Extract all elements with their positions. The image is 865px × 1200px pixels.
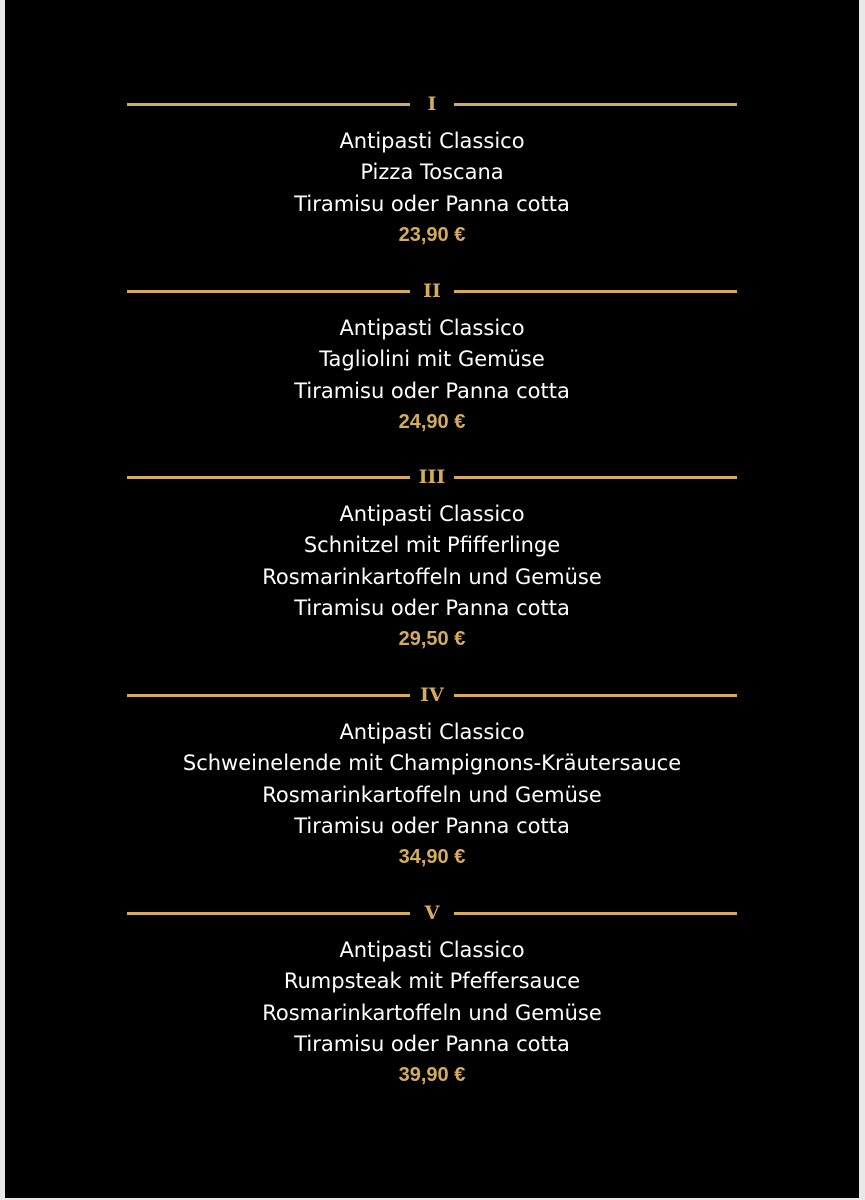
- dish-item: Antipasti Classico: [339, 720, 525, 744]
- course-numeral: III: [418, 466, 446, 488]
- course-divider: [127, 683, 737, 707]
- divider-line-right: [454, 912, 737, 915]
- course-price: 24,90 €: [398, 410, 466, 433]
- course-price: 34,90 €: [398, 846, 466, 869]
- course-divider: [127, 465, 737, 489]
- divider-line-left: [127, 694, 410, 697]
- dish-item: Antipasti Classico: [339, 129, 525, 153]
- dish-item: Tiramisu oder Panna cotta: [294, 378, 570, 403]
- dish-item: Tiramisu oder Panna cotta: [294, 595, 570, 620]
- dish-item: Antipasti Classico: [339, 502, 525, 526]
- course-price: 39,90 €: [398, 1064, 466, 1087]
- divider-line-right: [454, 103, 737, 106]
- course-dishes: [5, 499, 859, 655]
- divider-line-right: [454, 476, 737, 479]
- dish-item: Rosmarinkartoffeln und Gemüse: [262, 782, 602, 807]
- dish-item: Tiramisu oder Panna cotta: [294, 1031, 570, 1056]
- course-numeral: V: [424, 902, 440, 924]
- dish-item: Tiramisu oder Panna cotta: [294, 191, 570, 216]
- dish-item: Rosmarinkartoffeln und Gemüse: [262, 1000, 602, 1025]
- divider-line-left: [127, 912, 410, 915]
- dish-item: Antipasti Classico: [339, 938, 525, 962]
- course-price: 23,90 €: [398, 223, 466, 246]
- dish-item: Schnitzel mit Pfifferlinge: [303, 533, 561, 558]
- dish-item: Pizza Toscana: [360, 160, 504, 185]
- course-dishes: [5, 935, 859, 1091]
- dish-item: Tiramisu oder Panna cotta: [294, 813, 570, 838]
- course-divider: [127, 279, 737, 303]
- course-numeral: IV: [420, 684, 444, 706]
- course-divider: [127, 901, 737, 925]
- dish-item: Rumpsteak mit Pfeffersauce: [283, 969, 581, 994]
- menu-page: [5, 0, 859, 1198]
- dish-item: Antipasti Classico: [339, 316, 525, 340]
- course-price: 29,50 €: [398, 628, 466, 651]
- divider-line-right: [454, 290, 737, 293]
- divider-line-left: [127, 290, 410, 293]
- course-divider: [127, 92, 737, 116]
- dish-item: Rosmarinkartoffeln und Gemüse: [262, 564, 602, 589]
- divider-line-left: [127, 476, 410, 479]
- course-dishes: [5, 126, 859, 251]
- course-numeral: II: [423, 280, 441, 302]
- divider-line-left: [127, 103, 410, 106]
- course-dishes: [5, 717, 859, 873]
- course-numeral: I: [427, 93, 437, 115]
- course-dishes: [5, 313, 859, 438]
- dish-item: Schweinelende mit Champignons-Kräutersauce: [182, 751, 682, 776]
- divider-line-right: [454, 694, 737, 697]
- dish-item: Tagliolini mit Gemüse: [319, 347, 545, 372]
